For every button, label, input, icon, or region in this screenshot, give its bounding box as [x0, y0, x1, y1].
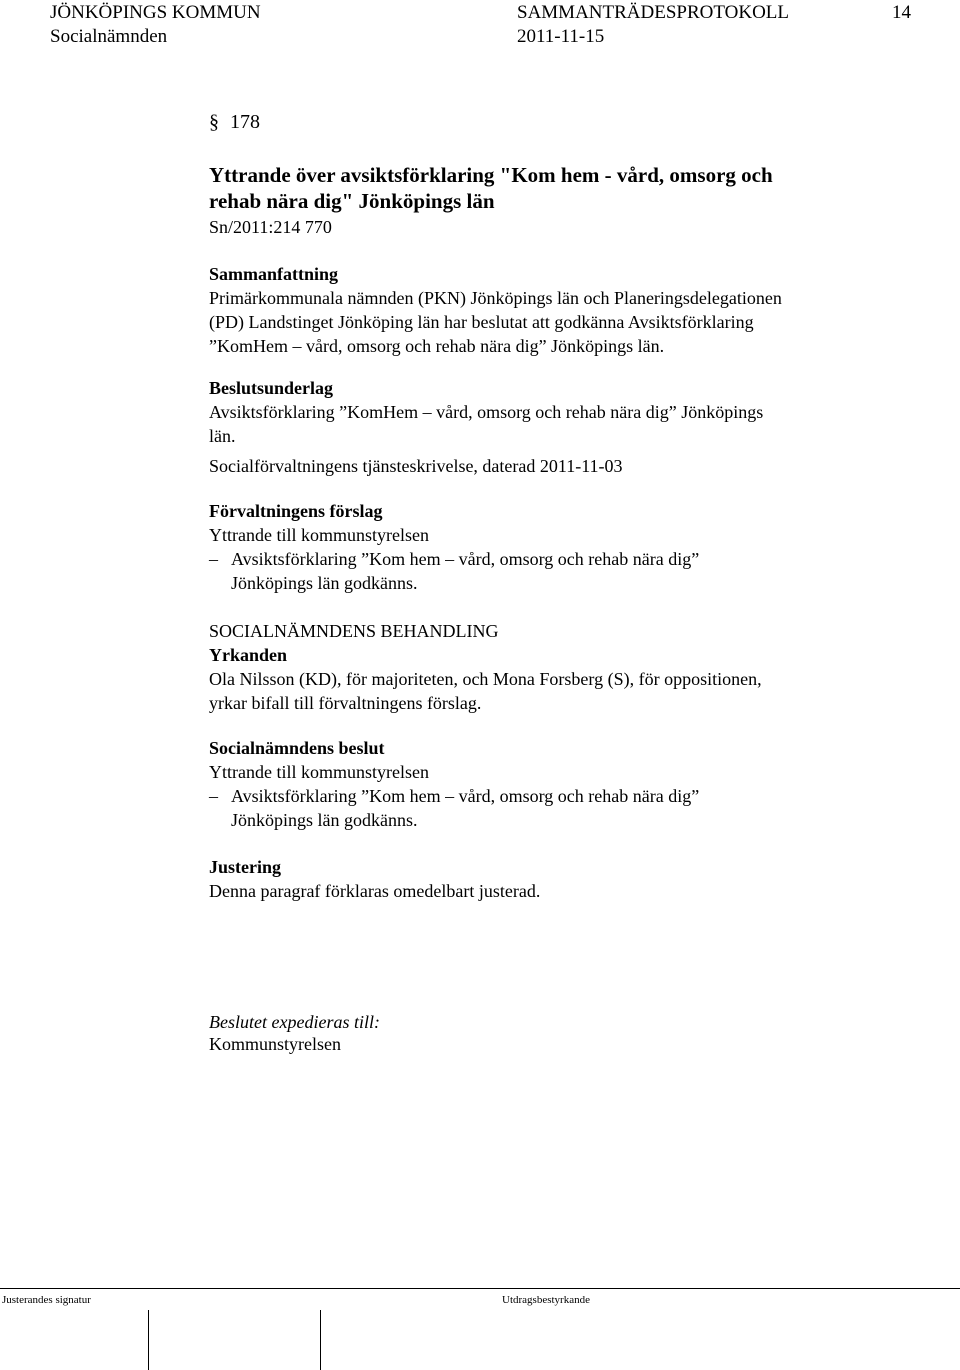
footer-left-label: Justerandes signatur	[2, 1294, 91, 1306]
sammanfattning-heading: Sammanfattning	[209, 264, 339, 284]
signature-box-divider	[148, 1310, 149, 1370]
forslag-item-line-1: Avsiktsförklaring ”Kom hem – vård, omsorg och rehab nära dig”	[231, 549, 700, 569]
case-number: Sn/2011:214 770	[209, 217, 332, 237]
yrkanden-line: yrkar bifall till förvaltningens förslag.	[209, 693, 482, 713]
beslut-heading: Socialnämndens beslut	[209, 738, 385, 758]
title-line-1: Yttrande över avsiktsförklaring "Kom hem - vård, omsorg och	[209, 163, 773, 187]
forslag-heading: Förvaltningens förslag	[209, 501, 383, 521]
title-line-2: rehab nära dig" Jönköpings län	[209, 189, 495, 213]
header-date: 2011-11-15	[517, 26, 605, 47]
header-org: JÖNKÖPINGS KOMMUN	[50, 2, 261, 23]
expediering-label: Beslutet expedieras till:	[209, 1012, 380, 1032]
behandling-heading: SOCIALNÄMNDENS BEHANDLING	[209, 621, 499, 641]
yrkanden-line: Ola Nilsson (KD), för majoriteten, och Mona Forsberg (S), för oppositionen,	[209, 669, 762, 689]
forslag-intro: Yttrande till kommunstyrelsen	[209, 525, 429, 545]
sammanfattning-line: Primärkommunala nämnden (PKN) Jönköpings län och Planeringsdelegationen	[209, 288, 782, 308]
beslutsunderlag-line: Socialförvaltningens tjänsteskrivelse, daterad 2011-11-03	[209, 456, 623, 476]
header-committee: Socialnämnden	[50, 26, 168, 47]
yrkanden-heading: Yrkanden	[209, 645, 288, 665]
forslag-dash: –	[209, 549, 218, 569]
sammanfattning-line: ”KomHem – vård, omsorg och rehab nära dig” Jönköpings län.	[209, 336, 665, 356]
forslag-item-line-2: Jönköpings län godkänns.	[231, 573, 418, 593]
paragraph-symbol: §	[209, 111, 219, 133]
beslutsunderlag-line: län.	[209, 426, 236, 446]
signature-box-divider	[320, 1310, 321, 1370]
paragraph-value: 178	[230, 111, 260, 133]
footer-divider	[0, 1288, 960, 1289]
page-number: 14	[892, 2, 911, 23]
justering-text: Denna paragraf förklaras omedelbart justerad.	[209, 881, 541, 901]
beslut-item-line-1: Avsiktsförklaring ”Kom hem – vård, omsorg och rehab nära dig”	[231, 786, 700, 806]
beslut-item-line-2: Jönköpings län godkänns.	[231, 810, 418, 830]
beslut-dash: –	[209, 786, 218, 806]
beslut-intro: Yttrande till kommunstyrelsen	[209, 762, 429, 782]
paragraph-number	[209, 111, 260, 133]
beslutsunderlag-heading: Beslutsunderlag	[209, 378, 334, 398]
sammanfattning-line: (PD) Landstinget Jönköping län har beslutat att godkänna Avsiktsförklaring	[209, 312, 754, 332]
justering-heading: Justering	[209, 857, 281, 877]
beslutsunderlag-line: Avsiktsförklaring ”KomHem – vård, omsorg och rehab nära dig” Jönköpings	[209, 402, 764, 422]
footer-right-label: Utdragsbestyrkande	[502, 1294, 590, 1306]
header-doc-type: SAMMANTRÄDESPROTOKOLL	[517, 2, 790, 23]
expediering-recipient: Kommunstyrelsen	[209, 1034, 341, 1054]
